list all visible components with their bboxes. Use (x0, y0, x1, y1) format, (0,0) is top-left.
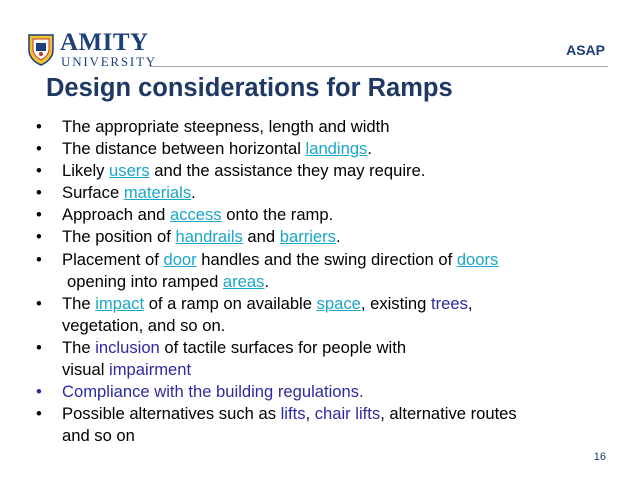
bullet-item (36, 337, 616, 381)
keyword-building-regulations: building regulations (216, 382, 360, 402)
bullet-marker: • (36, 337, 42, 357)
keyword-trees: trees (430, 293, 468, 313)
bullet-text-continuation (62, 425, 616, 447)
logo-wordmark: AMITY (60, 29, 149, 56)
text-segment: and the assistance they may require. (149, 161, 426, 181)
text-segment: , alternative routes (380, 404, 517, 424)
bullet-item (36, 249, 616, 293)
bullet-text (62, 204, 616, 226)
text-segment: Surface (62, 183, 124, 203)
hyperlink-doors[interactable]: doors (456, 249, 499, 269)
text-segment: , (305, 404, 315, 424)
hyperlink-handrails[interactable]: handrails (175, 227, 243, 247)
bullet-item (36, 182, 616, 204)
bullet-text-continuation (62, 271, 616, 293)
text-segment: Placement of (62, 249, 164, 269)
header-divider (150, 66, 608, 67)
header-tag: ASAP (566, 42, 605, 58)
bullet-item (36, 403, 616, 447)
hyperlink-landings[interactable]: landings (305, 139, 368, 159)
text-segment: and (242, 227, 280, 247)
hyperlink-users[interactable]: users (109, 161, 150, 181)
page-number: 16 (593, 451, 606, 463)
hyperlink-door[interactable]: door (163, 249, 197, 269)
text-segment: Possible alternatives such as (62, 404, 281, 424)
text-segment: of tactile surfaces for people with (159, 337, 407, 357)
hyperlink-impact[interactable]: impact (95, 293, 145, 313)
text-segment: . (335, 227, 341, 247)
text-segment: opening into ramped (67, 271, 223, 291)
text-segment: The position of (62, 227, 176, 247)
bullet-text (62, 138, 616, 160)
bullet-marker: • (36, 161, 42, 181)
text-segment: . (367, 139, 372, 159)
bullet-marker: • (36, 249, 42, 269)
text-segment: onto the ramp. (221, 205, 334, 225)
text-segment: Likely (62, 161, 110, 181)
text-segment: The appropriate steepness, length and width (62, 117, 390, 136)
bullet-marker: • (36, 205, 42, 225)
bullet-item (36, 381, 616, 403)
bullet-marker: • (36, 382, 42, 402)
bullet-text (62, 182, 616, 204)
text-segment: The (62, 293, 96, 313)
text-segment: with the (149, 382, 217, 402)
hyperlink-access[interactable]: access (169, 205, 222, 225)
amity-logo (26, 29, 157, 70)
bullet-text (62, 116, 616, 138)
bullet-text-continuation (62, 315, 616, 337)
bullet-item (36, 226, 616, 248)
bullet-text (62, 249, 616, 271)
bullet-item (36, 160, 616, 182)
text-segment: . (264, 271, 270, 291)
hyperlink-space[interactable]: space (316, 293, 361, 313)
bullet-text (62, 337, 616, 359)
text-segment: , (467, 293, 473, 313)
keyword-impairment: impairment (109, 360, 192, 380)
text-segment: of a ramp on available (144, 293, 317, 313)
bullet-text (62, 226, 616, 248)
keyword-lifts: lifts (280, 404, 306, 424)
logo-subtitle: UNIVERSITY (61, 54, 157, 69)
amity-emblem-icon (26, 32, 56, 66)
text-segment: , existing (360, 293, 431, 313)
bullet-list (36, 116, 616, 447)
bullet-marker: • (36, 293, 42, 313)
bullet-text (62, 293, 616, 315)
hyperlink-barriers[interactable]: barriers (279, 227, 336, 247)
hyperlink-areas[interactable]: areas (222, 271, 265, 291)
text-segment: . (359, 382, 364, 402)
text-segment: handles and the swing direction of (196, 249, 457, 269)
text-segment: and so on (62, 426, 135, 446)
text-segment: . (191, 183, 196, 203)
text-segment: The (62, 337, 96, 357)
bullet-marker: • (36, 117, 42, 136)
bullet-text (62, 160, 616, 182)
text-segment: visual (62, 360, 110, 380)
bullet-marker: • (36, 183, 42, 203)
bullet-text (62, 381, 616, 403)
bullet-marker: • (36, 139, 42, 159)
bullet-item (36, 116, 616, 138)
keyword-inclusion: inclusion (95, 337, 160, 357)
text-segment: The distance between horizontal (62, 139, 306, 159)
hyperlink-materials[interactable]: materials (123, 183, 192, 203)
bullet-item (36, 138, 616, 160)
bullet-text-continuation (62, 359, 616, 381)
bullet-marker: • (36, 404, 42, 424)
bullet-marker: • (36, 227, 42, 247)
slide-title: Design considerations for Ramps (46, 74, 453, 102)
text-segment: vegetation, and so on. (62, 315, 226, 335)
bullet-item (36, 293, 616, 337)
text-segment: Approach and (62, 205, 170, 225)
keyword-chair-lifts: chair lifts (314, 404, 381, 424)
bullet-text (62, 403, 616, 425)
keyword-Compliance: Compliance (62, 382, 150, 402)
bullet-item (36, 204, 616, 226)
